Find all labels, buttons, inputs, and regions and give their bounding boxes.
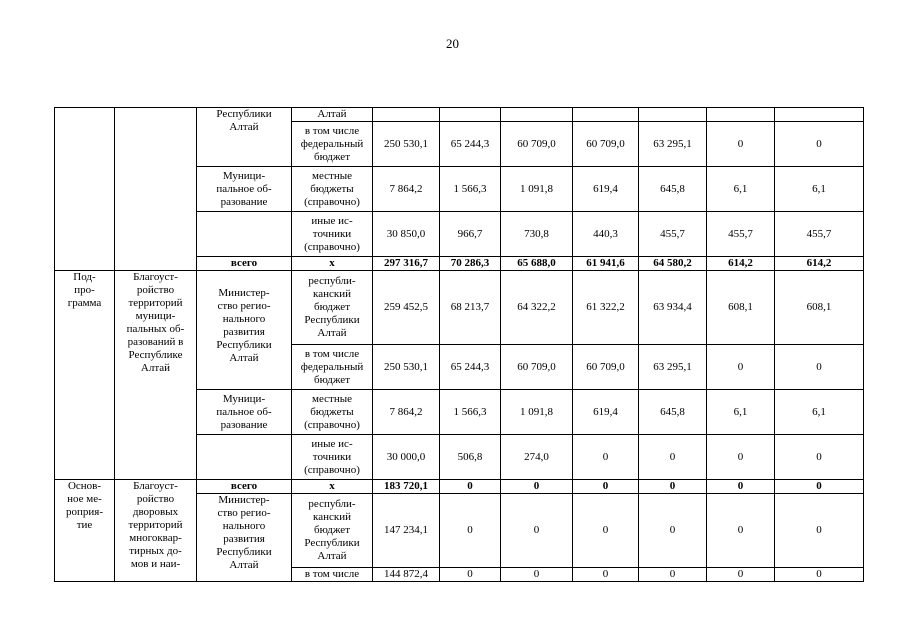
cell-name: Благоуст- ройство территорий муници- пальных об- разований в Республике Алтай [115,271,197,480]
cell-value: 0 [707,122,775,167]
cell-value: 183 720,1 [373,480,440,494]
cell-value: 297 316,7 [373,257,440,271]
cell-value: 68 213,7 [440,271,501,345]
table-row [55,271,864,345]
cell-value: 63 295,1 [639,345,707,390]
cell-value: 0 [501,494,573,568]
cell-name: Благоуст- ройство дворовых территорий многоквар- тирных до- мов и наи- [115,480,197,582]
cell-value: 259 452,5 [373,271,440,345]
cell-value: 0 [639,568,707,582]
cell-value: 614,2 [775,257,864,271]
cell-value: 0 [775,435,864,480]
cell-source: х [292,480,373,494]
cell-value: 0 [707,568,775,582]
cell-value: 61 322,2 [573,271,639,345]
cell-source: в том числе [292,568,373,582]
cell-value: 0 [501,568,573,582]
cell-value: 440,3 [573,212,639,257]
cell-source: иные ис- точники (справочно) [292,435,373,480]
cell-value: 60 709,0 [573,345,639,390]
cell-value: 455,7 [707,212,775,257]
cell-status: Основ- ное ме- роприя- тие [55,480,115,582]
cell-value: 730,8 [501,212,573,257]
cell-value: 30 000,0 [373,435,440,480]
cell-value: 1 091,8 [501,390,573,435]
cell-value: 65 244,3 [440,345,501,390]
cell-value: 0 [639,480,707,494]
cell-source: х [292,257,373,271]
cell-value [775,108,864,122]
cell-value: 0 [573,568,639,582]
cell-value: 65 244,3 [440,122,501,167]
cell-value: 966,7 [440,212,501,257]
cell-value: 619,4 [573,390,639,435]
cell-value: 65 688,0 [501,257,573,271]
cell-source: Алтай [292,108,373,122]
cell-source: местные бюджеты (справочно) [292,167,373,212]
cell-value: 645,8 [639,390,707,435]
cell-value: 1 091,8 [501,167,573,212]
cell-source: республи- канский бюджет Республики Алтай [292,494,373,568]
cell-value: 64 580,2 [639,257,707,271]
cell-value [501,108,573,122]
cell-value: 0 [775,494,864,568]
cell-value: 1 566,3 [440,390,501,435]
cell-value: 0 [573,494,639,568]
cell-executor: Министер- ство регио- нального развития Республики Алтай [197,494,292,582]
cell-value: 0 [707,435,775,480]
cell-value: 6,1 [775,390,864,435]
cell-value: 619,4 [573,167,639,212]
cell-value: 60 709,0 [573,122,639,167]
cell-value: 455,7 [639,212,707,257]
cell-executor: Министер- ство регио- нального развития Республики Алтай [197,271,292,390]
cell-value: 60 709,0 [501,122,573,167]
page-number: 20 [446,36,459,51]
cell-value: 61 941,6 [573,257,639,271]
cell-value: 7 864,2 [373,390,440,435]
cell-value: 455,7 [775,212,864,257]
cell-value: 0 [573,480,639,494]
cell-value: 608,1 [775,271,864,345]
cell-value: 506,8 [440,435,501,480]
cell-value: 30 850,0 [373,212,440,257]
cell-executor: Муници- пальное об- разование [197,390,292,435]
cell-value: 64 322,2 [501,271,573,345]
cell-source: иные ис- точники (справочно) [292,212,373,257]
budget-table [54,107,864,582]
cell-value: 144 872,4 [373,568,440,582]
cell-value: 0 [573,435,639,480]
cell-value [373,108,440,122]
cell-value: 0 [775,122,864,167]
cell-value: 0 [707,494,775,568]
cell-executor [197,435,292,480]
cell-value: 70 286,3 [440,257,501,271]
cell-executor: Республики Алтай [197,108,292,167]
cell-value: 645,8 [639,167,707,212]
cell-value: 614,2 [707,257,775,271]
cell-source: республи- канский бюджет Республики Алтай [292,271,373,345]
cell-value: 0 [707,345,775,390]
cell-value: 6,1 [707,167,775,212]
cell-value: 60 709,0 [501,345,573,390]
cell-value: 63 934,4 [639,271,707,345]
table-row [55,108,864,122]
cell-value: 63 295,1 [639,122,707,167]
cell-value: 0 [501,480,573,494]
cell-value: 0 [440,568,501,582]
cell-value: 608,1 [707,271,775,345]
cell-source: местные бюджеты (справочно) [292,390,373,435]
cell-value: 250 530,1 [373,122,440,167]
cell-value: 0 [775,345,864,390]
cell-value: 6,1 [775,167,864,212]
cell-value: 0 [639,494,707,568]
cell-value: 250 530,1 [373,345,440,390]
cell-value: 0 [440,494,501,568]
cell-name-empty [115,108,197,271]
cell-source: в том числе федеральный бюджет [292,122,373,167]
cell-status-empty [55,108,115,271]
table-row-total [55,480,864,494]
cell-value [440,108,501,122]
cell-value: 6,1 [707,390,775,435]
cell-executor: всего [197,257,292,271]
cell-value: 0 [707,480,775,494]
cell-status: Под- про- грамма [55,271,115,480]
cell-value: 7 864,2 [373,167,440,212]
cell-value: 274,0 [501,435,573,480]
cell-value: 0 [775,568,864,582]
cell-value: 1 566,3 [440,167,501,212]
cell-executor: всего [197,480,292,494]
cell-value: 147 234,1 [373,494,440,568]
cell-value: 0 [775,480,864,494]
cell-source: в том числе федеральный бюджет [292,345,373,390]
cell-executor [197,212,292,257]
cell-value [707,108,775,122]
cell-value: 0 [440,480,501,494]
cell-value [639,108,707,122]
cell-executor: Муници- пальное об- разование [197,167,292,212]
cell-value: 0 [639,435,707,480]
cell-value [573,108,639,122]
